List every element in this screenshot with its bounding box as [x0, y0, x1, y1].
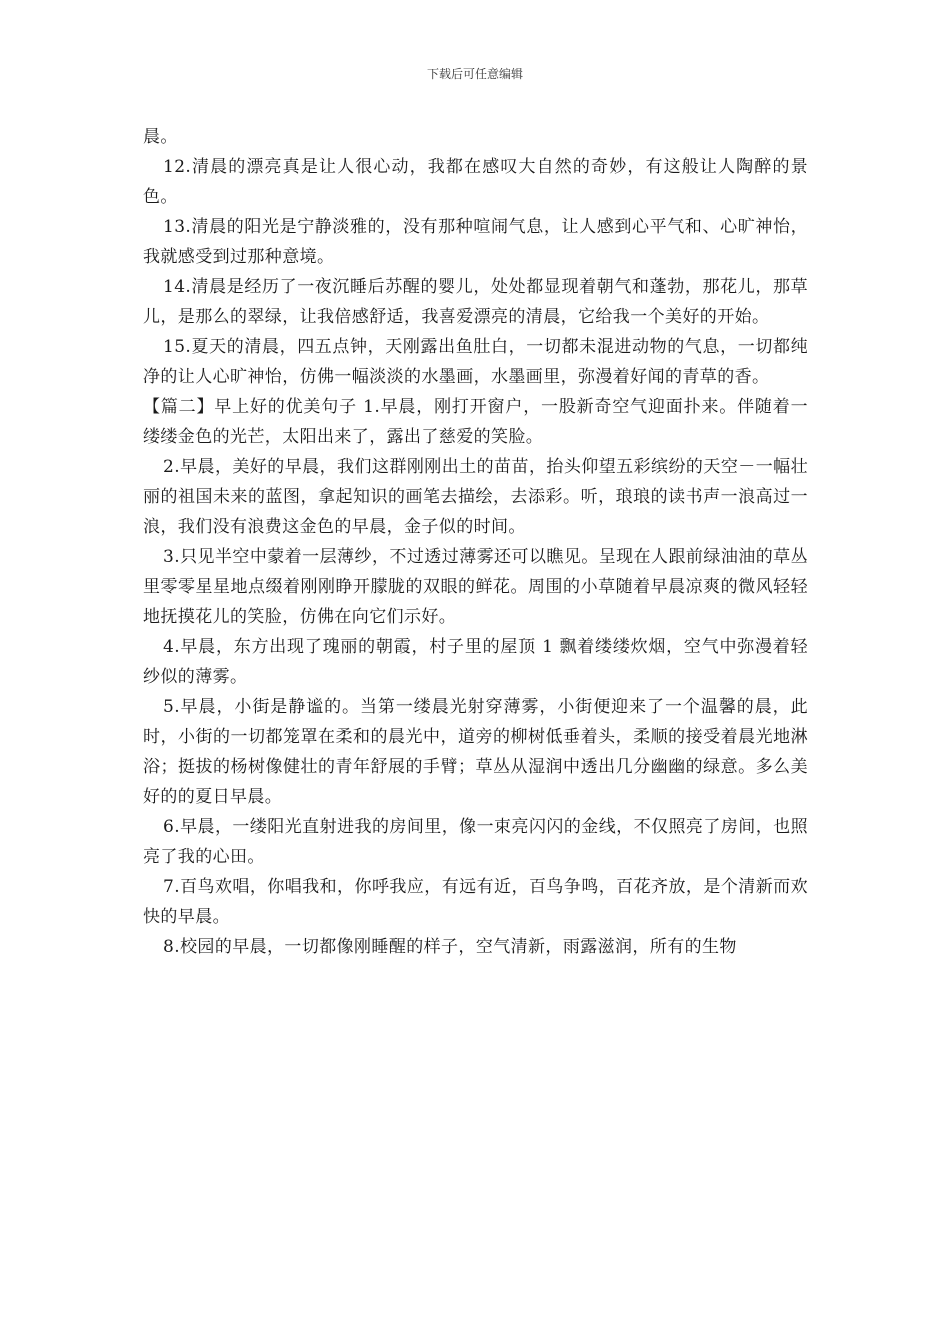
paragraph-12: 12.清晨的漂亮真是让人很心动，我都在感叹大自然的奇妙，有这般让人陶醉的景色。 [143, 157, 808, 207]
paragraph-14: 14.清晨是经历了一夜沉睡后苏醒的婴儿，处处都显现着朝气和蓬勃，那花儿，那草儿，是那么的翠绿，让我倍感舒适，我喜爱漂亮的清晨，它给我一个美好的开始。 [143, 277, 808, 327]
paragraph-5: 5.早晨，小街是静谧的。当第一缕晨光射穿薄雾，小街便迎来了一个温馨的晨，此时，小街的一切都笼罩在柔和的晨光中，道旁的柳树低垂着头，柔顺的接受着晨光地淋浴；挺拔的杨树像健壮的青年舒展的手臂；草丛从湿润中透出几分幽幽的绿意。多么美好的的夏日早晨。 [143, 697, 808, 807]
paragraph-section-two: 【篇二】早上好的优美句子 1.早晨，刚打开窗户，一股新奇空气迎面扑来。伴随着一缕缕金色的光芒，太阳出来了，露出了慈爱的笑脸。 [143, 397, 808, 447]
paragraph-4: 4.早晨，东方出现了瑰丽的朝霞，村子里的屋顶 1 飘着缕缕炊烟，空气中弥漫着轻纱似的薄雾。 [143, 637, 808, 687]
paragraph-3: 3.只见半空中蒙着一层薄纱，不过透过薄雾还可以瞧见。呈现在人跟前绿油油的草丛里零零星星地点缀着刚刚睁开朦胧的双眼的鲜花。周围的小草随着早晨凉爽的微风轻轻地抚摸花儿的笑脸，仿佛在向它们示好。 [143, 547, 808, 627]
paragraph-2: 2.早晨，美好的早晨，我们这群刚刚出土的苗苗，抬头仰望五彩缤纷的天空－一幅壮丽的祖国未来的蓝图，拿起知识的画笔去描绘，去添彩。听，琅琅的读书声一浪高过一浪，我们没有浪费这金色的早晨，金子似的时间。 [143, 457, 808, 537]
paragraph-7: 7.百鸟欢唱，你唱我和，你呼我应，有远有近，百鸟争鸣，百花齐放，是个清新而欢快的早晨。 [143, 877, 808, 927]
paragraph-continuation: 晨。 [143, 127, 178, 147]
paragraph-15: 15.夏天的清晨，四五点钟，天刚露出鱼肚白，一切都未混进动物的气息，一切都纯净的让人心旷神怡，仿佛一幅淡淡的水墨画，水墨画里，弥漫着好闻的青草的香。 [143, 337, 808, 387]
paragraph-13: 13.清晨的阳光是宁静淡雅的，没有那种喧闹气息，让人感到心平气和、心旷神怡，我就感受到过那种意境。 [143, 217, 808, 267]
paragraph-8: 8.校园的早晨，一切都像刚睡醒的样子，空气清新，雨露滋润，所有的生物 [163, 937, 737, 957]
paragraph-6: 6.早晨，一缕阳光直射进我的房间里，像一束亮闪闪的金线，不仅照亮了房间，也照亮了我的心田。 [143, 817, 808, 867]
page-header: 下载后可任意编辑 [426, 67, 523, 81]
document-body [143, 122, 808, 962]
